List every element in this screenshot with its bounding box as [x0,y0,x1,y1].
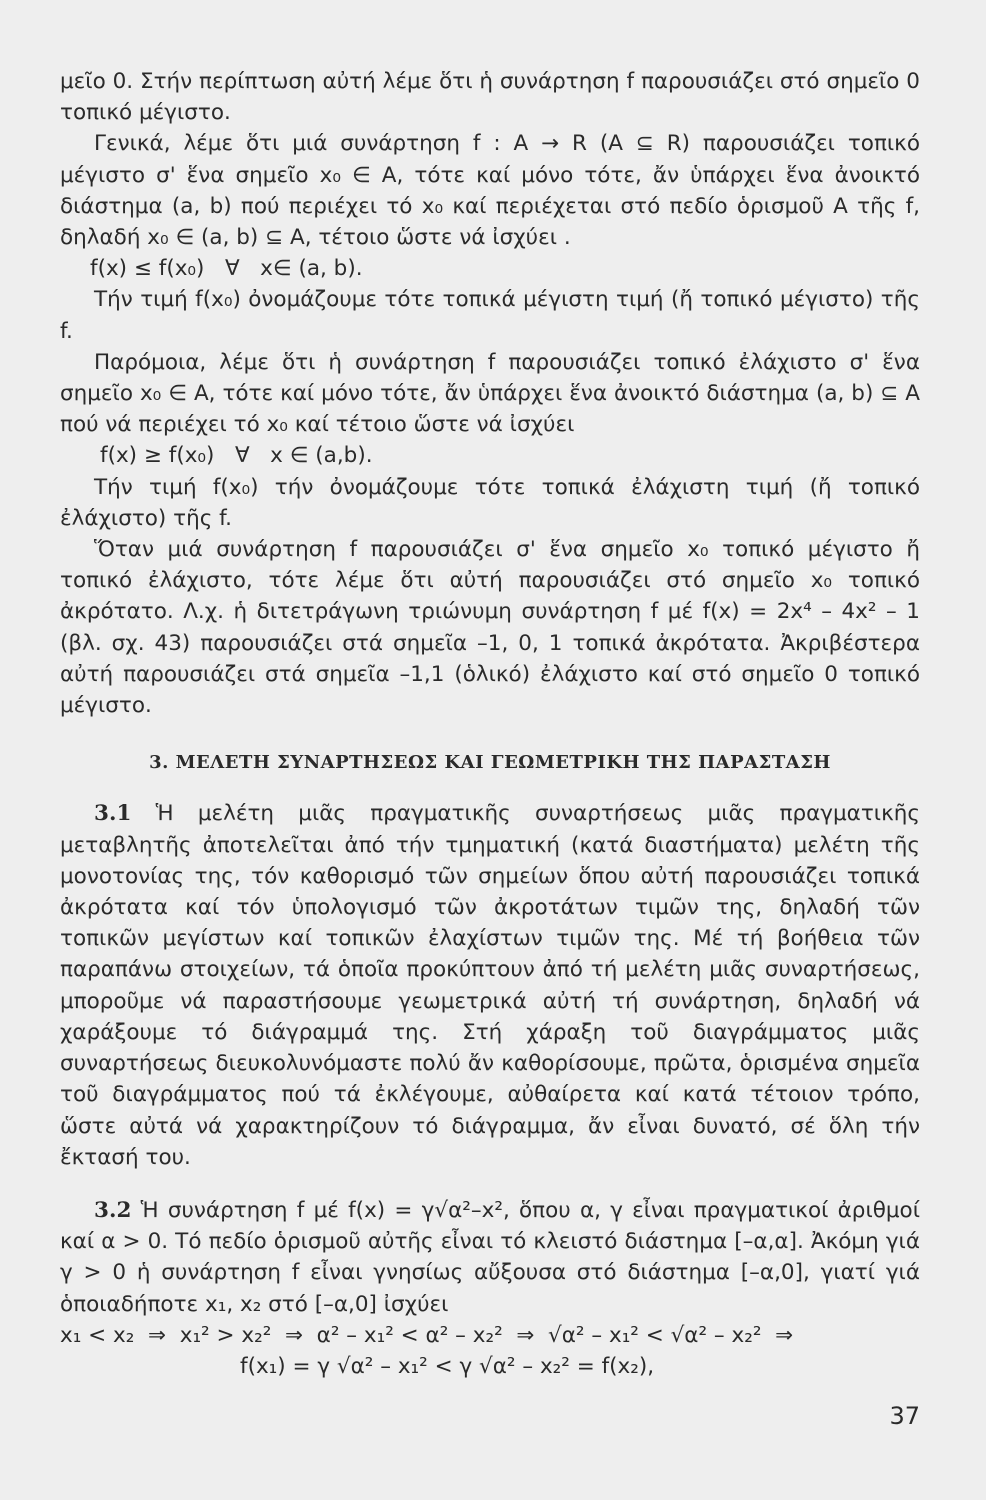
subsection-3-1 [60,798,920,1172]
formula-local-minimum: f(x) ≥ f(x₀) ∀ x ∈ (a,b). [100,443,373,469]
paragraph-local-maximum-value: Τήν τιμή f(x₀) ὀνομάζουμε τότε τοπικά μέγιστη τιμή (ἤ τοπικό μέγιστο) τῆς f. [60,287,920,344]
equation-line-2: f(x₁) = γ √α² – x₁² < γ √α² – x₂² = f(x₂), [240,1353,655,1379]
section-heading: 3. ΜΕΛΕΤΗ ΣΥΝΑΡΤΗΣΕΩΣ ΚΑΙ ΓΕΩΜΕΤΡΙΚΗ ΤΗΣ ΠΑΡΑΣΤΑΣΗ [149,752,831,774]
subsection-3-2 [60,1195,920,1320]
formula-local-maximum: f(x) ≤ f(x₀) ∀ x∈ (a, b). [90,256,363,282]
subsection-3-2-text: Ἡ συνάρτηση f μέ f(x) = γ√α²–x², ὅπου α, γ εἶναι πραγματικοί ἀριθμοί καί α > 0. Τό πεδίο ὁρισμοῦ αὐτῆς εἶναι τό κλειστό διάστημα [–α,α]. Ἀκόμη γιά γ > 0 ἡ συνάρτηση f εἶναι γνησίως αὔξουσα στό διάστημα [–α,0], γιατί γιά ὁποιαδήποτε x₁, x₂ στό [–α,0] ἰσχύει [60,1197,920,1317]
paragraph-local-extremum: Ὅταν μιά συνάρτηση f παρουσιάζει σ' ἕνα σημεῖο x₀ τοπικό μέγιστο ἤ τοπικό ἐλάχιστο, τότε λέμε ὅτι αὐτή παρουσιάζει στό σημεῖο x₀ τοπικό ἀκρότατο. Λ.χ. ἡ διτετράγωνη τριώνυμη συνάρτηση f μέ f(x) = 2x⁴ – 4x² – 1 (βλ. σχ. 43) παρουσιάζει στά σημεῖα –1, 0, 1 τοπικά ἀκρότατα. Ἀκριβέστερα αὐτή παρουσιάζει στά σημεῖα –1,1 (ὁλικό) ἐλάχιστο καί στό σημεῖο 0 τοπικό μέγιστο. [60,537,920,719]
subsection-3-2-number: 3.2 [94,1197,132,1223]
paragraph-local-minimum-definition: Παρόμοια, λέμε ὅτι ἡ συνάρτηση f παρουσιάζει τοπικό ἐλάχιστο σ' ἕνα σημεῖο x₀ ∈ A, τότε καί μόνο τότε, ἄν ὑπάρχει ἕνα ἀνοικτό διάστημα (a, b) ⊆ A πού νά περιέχει τό x₀ καί τέτοιο ὥστε νά ἰσχύει [60,349,920,438]
subsection-3-1-text: Ἡ μελέτη μιᾶς πραγματικῆς συναρτήσεως μιᾶς πραγματικῆς μεταβλητῆς ἀποτελεῖται ἀπό τήν τμηματική (κατά διαστήματα) μελέτη τῆς μονοτονίας της, τόν καθορισμό τῶν σημείων ὅπου αὐτή παρουσιάζει τοπικά ἀκρότατα καί τόν ὑπολογισμό τῶν ἀκροτάτων τιμῶν της, δηλαδή τῶν τοπικῶν μεγίστων καί τοπικῶν ἐλαχίστων τιμῶν της. Μέ τή βοήθεια τῶν παραπάνω στοιχείων, τά ὁποῖα προκύπτουν ἀπό τή μελέτη μιᾶς συναρτήσεως, μποροῦμε νά παραστήσουμε γεωμετρικά αὐτή τή συνάρτηση, δηλαδή νά χαράξουμε τό διάγραμμά της. Στή χάραξη τοῦ διαγράμματος μιᾶς συναρτήσεως διευκολυνόμαστε πολύ ἄν καθορίσουμε, πρῶτα, ὁρισμένα σημεῖα τοῦ διαγράμματος πού τά ἐκλέγουμε, αὐθαίρετα καί κατά τέτοιον τρόπο, ὥστε αὐτά νά χαρακτηρίζουν τό διάγραμμα, ἄν εἶναι δυνατό, σέ ὅλη τήν ἔκτασή του. [60,801,920,1170]
equation-line-1: x₁ < x₂ ⇒ x₁² > x₂² ⇒ α² – x₁² < α² – x₂² ⇒ √α² – x₁² < √α² – x₂² ⇒ [60,1322,794,1348]
paragraph-continuation: μεῖο 0. Στήν περίπτωση αὐτή λέμε ὅτι ἡ συνάρτηση f παρουσιάζει στό σημεῖο 0 τοπικό μέγιστο. [60,69,920,126]
subsection-3-1-number: 3.1 [94,801,132,827]
paragraph-local-minimum-value: Τήν τιμή f(x₀) τήν ὀνομάζουμε τότε τοπικά ἐλάχιστη τιμή (ἤ τοπικό ἐλάχιστο) τῆς f. [60,474,920,531]
page-number: 37 [889,1402,920,1430]
page-body [60,66,920,1382]
paragraph-local-maximum-definition: Γενικά, λέμε ὅτι μιά συνάρτηση f : A → R (A ⊆ R) παρουσιάζει τοπικό μέγιστο σ' ἕνα σημεῖο x₀ ∈ A, τότε καί μόνο τότε, ἄν ὑπάρχει ἕνα ἀνοικτό διάστημα (a, b) πού περιέχει τό x₀ καί περιέχεται στό πεδίο ὁρισμοῦ A τῆς f, δηλαδή x₀ ∈ (a, b) ⊆ A, τέτοιο ὥστε νά ἰσχύει . [60,131,920,251]
